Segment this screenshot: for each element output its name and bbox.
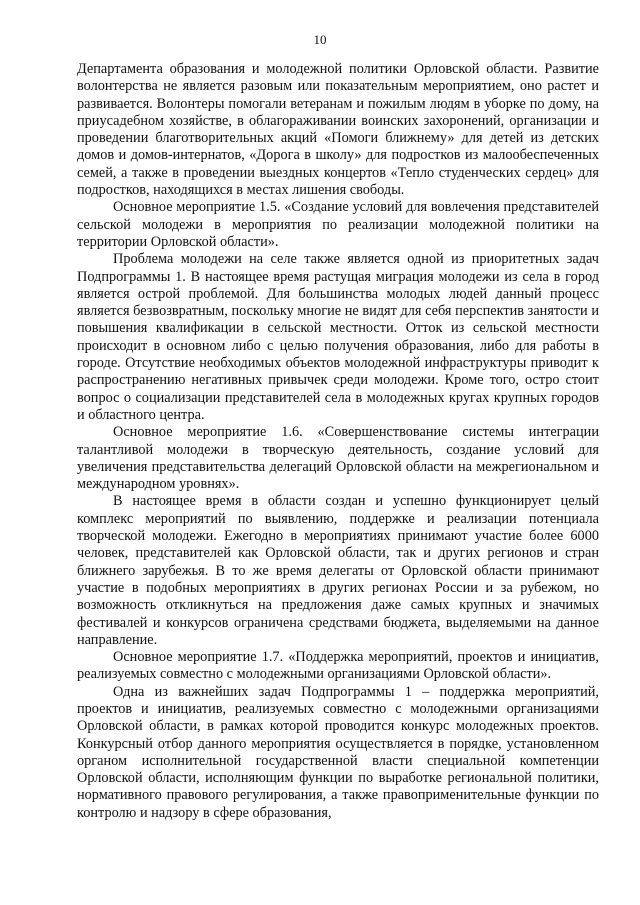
paragraph-continuation: Департамента образования и молодежной политики Орловской области. Развитие волонтерства не является разовым или показательным мероприятием, оно растет и развивается. Волонтеры помогали ветеранам и пожилым людям в уборке по дому, на приусадебном хозяйстве, в облагораживании воинских захоронений, организации и проведении благотворительных акций «Помоги ближнему» для детей из детских домов и домов-интернатов, «Дорога в школу» для подростков из малообеспеченных семей, а также в проведении выездных концертов «Тепло студенческих сердец» для подростков, находящихся в местах лишения свободы. — [77, 61, 599, 199]
paragraph-measure-1-7: Основное мероприятие 1.7. «Поддержка мероприятий, проектов и инициатив, реализуемых совместно с молодежными организациями Орловской области». — [77, 649, 599, 683]
page-number: 10 — [313, 32, 327, 47]
paragraph-creative-youth: В настоящее время в области создан и успешно функционирует целый комплекс мероприятий по выявлению, поддержке и реализации потенциала творческой молодежи. Ежегодно в мероприятиях принимают участие более 6000 человек, представителей как Орловской области, так и других регионов и стран ближнего зарубежья. В то же время делегаты от Орловской области принимают участие в подобных мероприятиях в других регионах России и за рубежом, но возможность откликнуться на предложения даже самых крупных и значимых фестивалей и конкурсов ограничена средствами бюджета, выделяемыми на данное направление. — [77, 493, 599, 648]
paragraph-measure-1-5: Основное мероприятие 1.5. «Создание условий для вовлечения представителей сельской молодежи в мероприятия по реализации молодежной политики на территории Орловской области». — [77, 199, 599, 250]
paragraph-measure-1-6: Основное мероприятие 1.6. «Совершенствование системы интеграции талантливой молодежи в творческую деятельность, создание условий для увеличения представительства делегаций Орловской области на межрегиональном и международном уровнях». — [77, 424, 599, 493]
paragraph-rural-youth-problem: Проблема молодежи на селе также является одной из приоритетных задач Подпрограммы 1. В настоящее время растущая миграция молодежи из села в город является острой проблемой. Для большинства молодых людей данный процесс является безвозвратным, поскольку многие не видят для себя перспектив занятости и повышения квалификации в сельской местности. Отток из сельской местности происходит в основном либо с целью получения образования, либо для работы в городе. Отсутствие необходимых объектов молодежной инфраструктуры приводит к распространению негативных привычек среди молодежи. Кроме того, остро стоит вопрос о социализации представителей села в молодежных кругах крупных городов и областного центра. — [77, 251, 599, 423]
paragraph-youth-projects: Одна из важнейших задач Подпрограммы 1 – поддержка мероприятий, проектов и инициатив, реализуемых совместно с молодежными организациями Орловской области, в рамках которой проводится конкурс молодежных проектов. Конкурсный отбор данного мероприятия осуществляется в порядке, установленном органом исполнительной государственной власти специальной компетенции Орловской области, исполняющим функции по выработке региональной политики, нормативного правового регулирования, а также правоприменительные функции по контролю и надзору в сфере образования, — [77, 683, 599, 821]
document-body — [77, 61, 599, 822]
